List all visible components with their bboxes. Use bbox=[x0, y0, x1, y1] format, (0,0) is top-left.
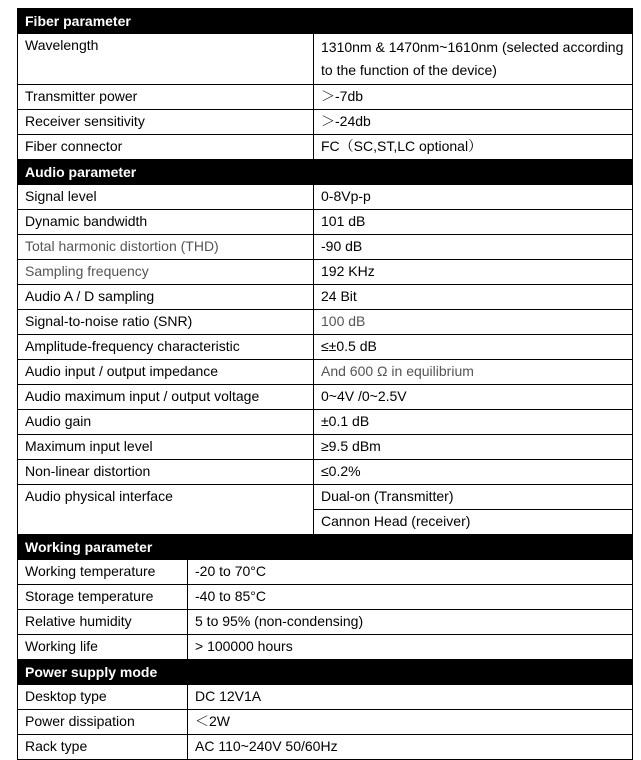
table-row bbox=[18, 285, 633, 310]
param-value: ＞-7db bbox=[314, 85, 633, 110]
param-value: 24 Bit bbox=[314, 285, 633, 310]
param-value: 0~4V /0~2.5V bbox=[314, 385, 633, 410]
table-row bbox=[18, 410, 633, 435]
table-row bbox=[18, 710, 633, 735]
param-label: Working temperature bbox=[18, 560, 188, 585]
table-row bbox=[18, 235, 633, 260]
param-value: AC 110~240V 50/60Hz bbox=[188, 735, 633, 760]
param-value: 100 dB bbox=[314, 310, 633, 335]
param-label: Audio physical interface bbox=[18, 485, 314, 535]
table-row bbox=[18, 610, 633, 635]
param-label: Dynamic bandwidth bbox=[18, 210, 314, 235]
param-label: Signal level bbox=[18, 185, 314, 210]
param-value: 0-8Vp-p bbox=[314, 185, 633, 210]
section-header-power bbox=[18, 660, 633, 685]
param-label: Audio A / D sampling bbox=[18, 285, 314, 310]
param-value: DC 12V1A bbox=[188, 685, 633, 710]
table-row bbox=[18, 735, 633, 760]
table-row bbox=[18, 685, 633, 710]
param-label: Amplitude-frequency characteristic bbox=[18, 335, 314, 360]
section-header-working bbox=[18, 535, 633, 560]
table-row bbox=[18, 260, 633, 285]
section-header-fiber bbox=[18, 9, 633, 34]
param-value: -90 dB bbox=[314, 235, 633, 260]
param-value: ≤0.2% bbox=[314, 460, 633, 485]
param-label: Working life bbox=[18, 635, 188, 660]
section-title: Audio parameter bbox=[18, 160, 633, 185]
table-row bbox=[18, 585, 633, 610]
param-value: ≤±0.5 dB bbox=[314, 335, 633, 360]
table-row bbox=[18, 135, 633, 160]
param-label: Maximum input level bbox=[18, 435, 314, 460]
section-title: Fiber parameter bbox=[18, 9, 633, 34]
table-row bbox=[18, 635, 633, 660]
param-value: ＜2W bbox=[188, 710, 633, 735]
table-row bbox=[18, 310, 633, 335]
param-value: -40 to 85°C bbox=[188, 585, 633, 610]
fiber-audio-table bbox=[17, 8, 633, 535]
param-value: > 100000 hours bbox=[188, 635, 633, 660]
param-label: Fiber connector bbox=[18, 135, 314, 160]
param-label: Transmitter power bbox=[18, 85, 314, 110]
param-value: ±0.1 dB bbox=[314, 410, 633, 435]
section-title: Working parameter bbox=[18, 535, 633, 560]
table-row bbox=[18, 435, 633, 460]
table-row bbox=[18, 360, 633, 385]
param-value: ＞-24db bbox=[314, 110, 633, 135]
param-label: Audio gain bbox=[18, 410, 314, 435]
param-label: Audio maximum input / output voltage bbox=[18, 385, 314, 410]
param-value: ≥9.5 dBm bbox=[314, 435, 633, 460]
param-label: Non-linear distortion bbox=[18, 460, 314, 485]
working-power-table bbox=[17, 534, 633, 760]
param-label: Storage temperature bbox=[18, 585, 188, 610]
param-value: 192 KHz bbox=[314, 260, 633, 285]
table-row bbox=[18, 110, 633, 135]
param-value: Dual-on (Transmitter) bbox=[314, 485, 633, 510]
table-row bbox=[18, 485, 633, 510]
spec-sheet bbox=[17, 8, 632, 760]
table-row bbox=[18, 560, 633, 585]
param-label: Receiver sensitivity bbox=[18, 110, 314, 135]
table-row bbox=[18, 85, 633, 110]
param-label: Rack type bbox=[18, 735, 188, 760]
param-value: And 600 Ω in equilibrium bbox=[314, 360, 633, 385]
section-title: Power supply mode bbox=[18, 660, 633, 685]
table-row bbox=[18, 210, 633, 235]
param-label: Power dissipation bbox=[18, 710, 188, 735]
param-label: Total harmonic distortion (THD) bbox=[18, 235, 314, 260]
param-label: Wavelength bbox=[18, 34, 314, 85]
param-value: 101 dB bbox=[314, 210, 633, 235]
table-row bbox=[18, 335, 633, 360]
param-value: FC（SC,ST,LC optional） bbox=[314, 135, 633, 160]
param-label: Relative humidity bbox=[18, 610, 188, 635]
param-label: Desktop type bbox=[18, 685, 188, 710]
table-row bbox=[18, 185, 633, 210]
param-value: Cannon Head (receiver) bbox=[314, 510, 633, 535]
table-row bbox=[18, 385, 633, 410]
param-value: 5 to 95% (non-condensing) bbox=[188, 610, 633, 635]
section-header-audio bbox=[18, 160, 633, 185]
param-label: Signal-to-noise ratio (SNR) bbox=[18, 310, 314, 335]
param-value: -20 to 70°C bbox=[188, 560, 633, 585]
param-label: Sampling frequency bbox=[18, 260, 314, 285]
table-row bbox=[18, 460, 633, 485]
table-row bbox=[18, 34, 633, 85]
param-label: Audio input / output impedance bbox=[18, 360, 314, 385]
param-value: 1310nm & 1470nm~1610nm (selected according to the function of the device) bbox=[314, 34, 633, 85]
